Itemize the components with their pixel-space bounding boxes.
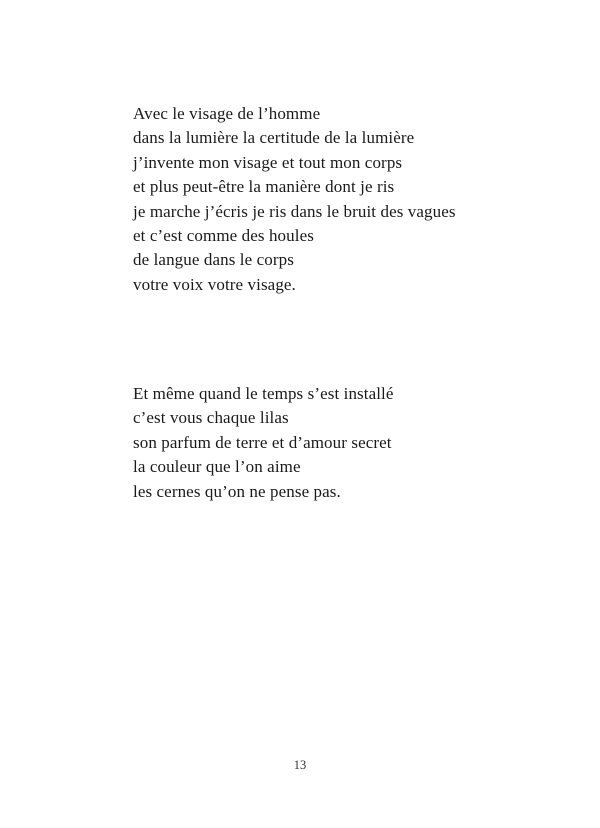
poem-stanza-1 xyxy=(133,102,573,297)
poem-line: la couleur que l’on aime xyxy=(133,457,301,477)
poem-line: son parfum de terre et d’amour secret xyxy=(133,432,392,452)
poem-line: j’invente mon visage et tout mon corps xyxy=(133,152,403,172)
poem-line: les cernes qu’on ne pense pas. xyxy=(133,481,341,501)
poem-line: c’est vous chaque lilas xyxy=(133,408,289,428)
poem-stanza-2 xyxy=(133,382,573,504)
poem-line: Et même quand le temps s’est installé xyxy=(133,384,394,403)
page-number: 13 xyxy=(293,758,307,772)
poem-line: je marche j’écris je ris dans le bruit des vagues xyxy=(133,201,456,221)
poem-line: dans la lumière la certitude de la lumière xyxy=(133,128,415,148)
poem-line: votre voix votre visage. xyxy=(133,274,296,294)
poem-line: et c’est comme des houles xyxy=(133,226,314,246)
poem-line: et plus peut-être la manière dont je ris xyxy=(133,177,395,197)
poem-line: de langue dans le corps xyxy=(133,250,294,270)
poem-line: Avec le visage de l’homme xyxy=(133,104,321,123)
